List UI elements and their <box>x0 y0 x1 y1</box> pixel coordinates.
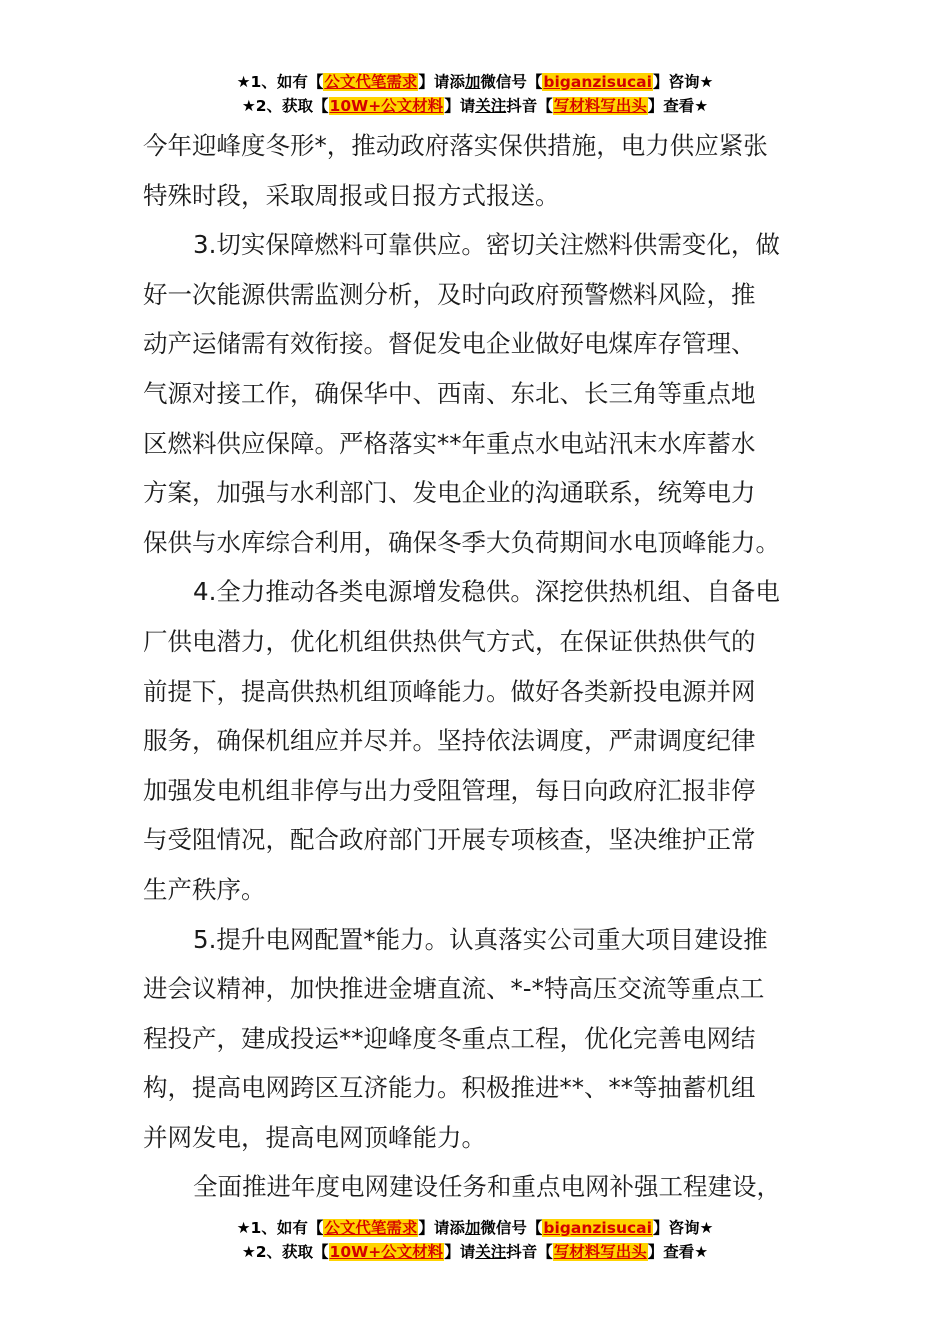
banner-text: 】请 <box>444 97 476 115</box>
banner-line-1 <box>0 70 950 94</box>
text-line: 并网发电，提高电网顶峰能力。 <box>143 1122 486 1152</box>
banner-text: 】咨询★ <box>652 73 714 91</box>
banner-text: 关注 <box>475 1243 507 1261</box>
section-heading-line: 5.提升电网配置*能力。认真落实公司重大项目建设推 <box>193 924 768 954</box>
text-line: 气源对接工作，确保华中、西南、东北、长三角等重点地 <box>143 378 756 408</box>
douyin-account: 写材料写出头 <box>553 97 647 115</box>
banner-text: 】请添 <box>418 1219 465 1237</box>
banner-line-2 <box>0 1240 950 1264</box>
banner-text: 加 <box>464 1219 481 1237</box>
banner-text: ★1、如有【 <box>236 1219 324 1237</box>
banner-text: ★2、获取【 <box>241 1243 329 1261</box>
highlight-text: 10W+公文材料 <box>329 1243 444 1261</box>
text-line: 区燃料供应保障。严格落实**年重点水电站汛末水库蓄水 <box>143 428 756 458</box>
header-banner <box>0 70 950 118</box>
banner-text: 微信号【 <box>480 1219 543 1237</box>
highlight-text: 10W+公文材料 <box>329 97 444 115</box>
text-line: 全面推进年度电网建设任务和重点电网补强工程建设， <box>193 1172 781 1202</box>
section-heading-line: 3.切实保障燃料可靠供应。密切关注燃料供需变化，做 <box>193 230 780 260</box>
banner-text: 】请 <box>444 1243 476 1261</box>
text-line: 加强发电机组非停与出力受阻管理，每日向政府汇报非停 <box>143 775 756 805</box>
text-line: 动产运储需有效衔接。督促发电企业做好电煤库存管理、 <box>143 329 756 359</box>
text-line: 服务，确保机组应并尽并。坚持依法调度，严肃调度纪律 <box>143 726 756 756</box>
footer-banner <box>0 1216 950 1264</box>
banner-line-1 <box>0 1216 950 1240</box>
banner-text: 】请添 <box>418 73 465 91</box>
text-line: 程投产，建成投运**迎峰度冬重点工程，优化完善电网结 <box>143 1023 756 1053</box>
text-line: 保供与水库综合利用，确保冬季大负荷期间水电顶峰能力。 <box>143 527 780 557</box>
text-line: 厂供电潜力，优化机组供热供气方式，在保证供热供气的 <box>143 626 756 656</box>
text-line: 前提下，提高供热机组顶峰能力。做好各类新投电源并网 <box>143 676 756 706</box>
banner-text: ★1、如有【 <box>236 73 324 91</box>
wechat-id: biganzisucai <box>543 73 652 91</box>
banner-text: 】查看★ <box>647 1243 709 1261</box>
highlight-text: 公文代笔需求 <box>324 1219 418 1237</box>
document-body <box>143 121 843 1212</box>
text-line: 今年迎峰度冬形*，推动政府落实保供措施，电力供应紧张 <box>143 131 768 160</box>
banner-text: 抖音【 <box>506 97 553 115</box>
banner-text: 微信号【 <box>480 73 543 91</box>
text-line: 进会议精神，加快推进金塘直流、*-*特高压交流等重点工 <box>143 974 765 1004</box>
banner-text: 抖音【 <box>506 1243 553 1261</box>
text-line: 生产秩序。 <box>143 874 266 904</box>
text-line: 特殊时段，采取周报或日报方式报送。 <box>143 180 560 210</box>
banner-text: ★2、获取【 <box>241 97 329 115</box>
banner-text: 加 <box>464 73 481 91</box>
banner-text: 】查看★ <box>647 97 709 115</box>
banner-line-2 <box>0 94 950 118</box>
wechat-id: biganzisucai <box>543 1219 652 1237</box>
highlight-text: 公文代笔需求 <box>324 73 418 91</box>
douyin-account: 写材料写出头 <box>553 1243 647 1261</box>
banner-text: 关注 <box>475 97 507 115</box>
section-heading-line: 4.全力推动各类电源增发稳供。深挖供热机组、自备电 <box>193 577 780 607</box>
text-line: 构，提高电网跨区互济能力。积极推进**、**等抽蓄机组 <box>143 1073 756 1103</box>
banner-text: 】咨询★ <box>652 1219 714 1237</box>
text-line: 好一次能源供需监测分析，及时向政府预警燃料风险，推 <box>143 279 756 309</box>
text-line: 与受阻情况，配合政府部门开展专项核查，坚决维护正常 <box>143 825 756 855</box>
text-line: 方案，加强与水利部门、发电企业的沟通联系，统筹电力 <box>143 478 756 508</box>
